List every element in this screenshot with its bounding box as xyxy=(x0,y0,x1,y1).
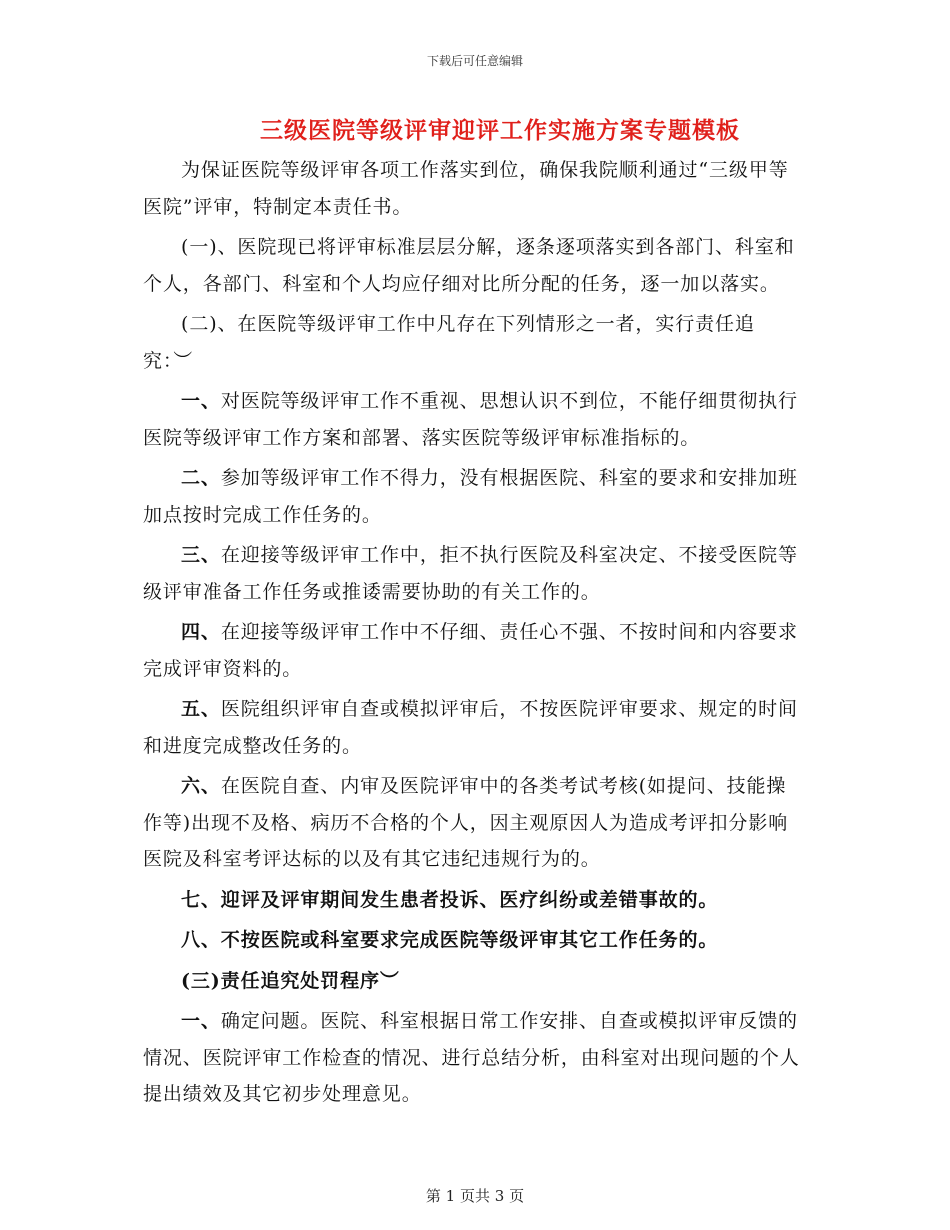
paragraph-text: 八、不按医院或科室要求完成医院等级评审其它工作任务的。 xyxy=(181,929,719,951)
document-body xyxy=(143,152,803,1117)
paragraph-item-4 xyxy=(143,614,803,687)
paragraph-item-6 xyxy=(143,768,803,878)
paragraph-text: (一)、医院现已将评审标准层层分解，逐条逐项落实到各部门、科室和个人，各部门、科室和个人均应仔细对比所分配的任务，逐一加以落实。 xyxy=(143,236,795,295)
paragraph-text: 为保证医院等级评审各项工作落实到位，确保我院顺利通过“三级甲等医院”评审，特制定本责任书。 xyxy=(143,159,789,218)
paragraph-intro xyxy=(143,152,803,225)
item-number: 三、 xyxy=(181,544,221,566)
paragraph-item-7 xyxy=(143,882,803,919)
paragraph-item-8 xyxy=(143,922,803,959)
document-title: 三级医院等级评审迎评工作实施方案专题模板 xyxy=(260,117,740,144)
paragraph-text: 七、迎评及评审期间发生患者投诉、医疗纠纷或差错事故的。 xyxy=(181,888,719,911)
paragraph-text: 对医院等级评审工作不重视、思想认识不到位，不能仔细贯彻执行医院等级评审工作方案和部署、落实医院等级评审标准指标的。 xyxy=(143,390,798,449)
item-number: 四、 xyxy=(181,621,221,643)
page-header: 下载后可任意编辑 xyxy=(426,54,523,68)
paragraph-item-2 xyxy=(143,460,803,533)
paragraph-section-2 xyxy=(143,306,803,379)
paragraph-item-5 xyxy=(143,691,803,764)
item-number: 六、 xyxy=(181,775,221,797)
paragraph-text: 在迎接等级评审工作中不仔细、责任心不强、不按时间和内容要求完成评审资料的。 xyxy=(143,621,798,680)
item-number: 一、 xyxy=(181,1010,221,1032)
paragraph-text: (二)、在医院等级评审工作中凡存在下列情形之一者，实行责任追究：︶ xyxy=(143,313,755,372)
paragraph-item-3 xyxy=(143,537,803,610)
paragraph-text: 参加等级评审工作不得力，没有根据医院、科室的要求和安排加班加点按时完成工作任务的。 xyxy=(143,467,798,526)
paragraph-step-1 xyxy=(143,1003,803,1113)
paragraph-text: 确定问题。医院、科室根据日常工作安排、自查或模拟评审反馈的情况、医院评审工作检查的情况、进行总结分析，由科室对出现问题的个人提出绩效及其它初步处理意见。 xyxy=(143,1010,800,1105)
item-number: 二、 xyxy=(181,467,221,489)
paragraph-section-1 xyxy=(143,229,803,302)
paragraph-text: 医院组织评审自查或模拟评审后，不按医院评审要求、规定的时间和进度完成整改任务的。 xyxy=(143,698,798,757)
paragraph-text: 在医院自查、内审及医院评审中的各类考试考核(如提问、技能操作等)出现不及格、病历不合格的个人，因主观原因人为造成考评扣分影响医院及科室考评达标的以及有其它违纪违规行为的。 xyxy=(143,775,789,870)
page-footer: 第 1 页共 3 页 xyxy=(425,1187,525,1205)
paragraph-text: (三)责任追究处罚程序︶ xyxy=(181,969,400,992)
paragraph-section-3 xyxy=(143,963,803,1000)
paragraph-text: 在迎接等级评审工作中，拒不执行医院及科室决定、不接受医院等级评审准备工作任务或推诿需要协助的有关工作的。 xyxy=(143,544,798,603)
item-number: 五、 xyxy=(181,698,221,720)
paragraph-item-1 xyxy=(143,383,803,456)
item-number: 一、 xyxy=(181,390,221,412)
